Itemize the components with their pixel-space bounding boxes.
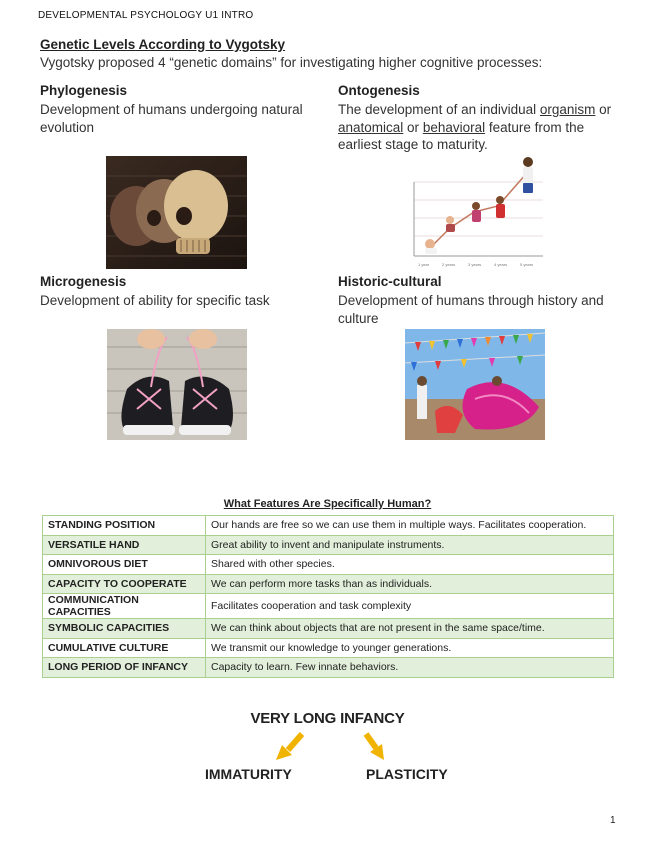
phylogenesis-line-2: evolution xyxy=(40,119,95,135)
page-number: 1 xyxy=(610,815,616,826)
table-row xyxy=(43,619,614,639)
ontogenesis-text: or xyxy=(595,102,612,117)
feature-description: Shared with other species. xyxy=(206,555,614,575)
arrow-right-icon xyxy=(366,734,384,760)
axis-label-1: 1 year xyxy=(418,262,430,267)
feature-description: We transmit our knowledge to younger generations. xyxy=(206,638,614,658)
intro-text: Vygotsky proposed 4 “genetic domains” for investigating higher cognitive processes: xyxy=(40,55,543,70)
table-row xyxy=(43,658,614,678)
feature-name: STANDING POSITION xyxy=(43,516,206,536)
arrow-left-icon xyxy=(276,734,302,760)
ontogenesis-title: Ontogenesis xyxy=(338,83,420,98)
feature-description: We can perform more tasks than as individuals. xyxy=(206,574,614,594)
child-growth-image xyxy=(408,152,546,272)
microgenesis-description xyxy=(40,292,330,310)
feature-name: LONG PERIOD OF INFANCY xyxy=(43,658,206,678)
table-row xyxy=(43,535,614,555)
feature-description: Facilitates cooperation and task complexity xyxy=(206,594,614,619)
table-title: What Features Are Specifically Human? xyxy=(223,498,432,510)
organism-term: organism xyxy=(539,102,596,117)
microgenesis-title: Microgenesis xyxy=(40,274,127,289)
festival-dancers-image xyxy=(405,329,545,440)
ontogenesis-line-2 xyxy=(338,119,628,137)
phylogenesis-title: Phylogenesis xyxy=(40,83,128,98)
skulls-image xyxy=(106,156,247,269)
microgenesis-line-1: Development of ability for specific task xyxy=(40,293,270,308)
plasticity-label: PLASTICITY xyxy=(366,766,448,782)
feature-description: Capacity to learn. Few innate behaviors. xyxy=(206,658,614,678)
human-features-table xyxy=(42,515,614,678)
ontogenesis-text: The development of an individual xyxy=(338,102,540,117)
ontogenesis-text: feature from the xyxy=(485,119,585,135)
ontogenesis-line-1 xyxy=(338,101,628,119)
table-row xyxy=(43,516,614,536)
table-row xyxy=(43,638,614,658)
shoelace-image xyxy=(107,329,247,440)
axis-label-2: 2 years xyxy=(442,262,456,267)
document-header: DEVELOPMENTAL PSYCHOLOGY U1 INTRO xyxy=(38,10,254,21)
phylogenesis-description xyxy=(40,101,330,136)
historic-cultural-line-2: culture xyxy=(338,310,379,326)
feature-name: COMMUNICATION CAPACITIES xyxy=(43,594,206,619)
axis-label-3: 3 years xyxy=(468,262,482,267)
very-long-infancy-label: VERY LONG INFANCY xyxy=(250,710,405,727)
diagram-arrows xyxy=(270,730,390,766)
feature-name: SYMBOLIC CAPACITIES xyxy=(43,619,206,639)
historic-cultural-description xyxy=(338,292,628,327)
historic-cultural-line-1: Development of humans through history and xyxy=(338,293,604,308)
feature-name: CAPACITY TO COOPERATE xyxy=(43,574,206,594)
historic-cultural-title: Historic-cultural xyxy=(338,274,442,289)
immaturity-label: IMMATURITY xyxy=(205,766,292,782)
ontogenesis-line-3: earliest stage to maturity. xyxy=(338,137,488,152)
feature-name: OMNIVOROUS DIET xyxy=(43,555,206,575)
feature-description: Our hands are free so we can use them in multiple ways. Facilitates cooperation. xyxy=(206,516,614,536)
feature-name: VERSATILE HAND xyxy=(43,535,206,555)
section-title: Genetic Levels According to Vygotsky xyxy=(40,37,286,52)
axis-label-5: 5 years xyxy=(520,262,534,267)
ontogenesis-description xyxy=(338,101,628,154)
behavioral-term: behavioral xyxy=(422,119,486,135)
feature-description: Great ability to invent and manipulate instruments. xyxy=(206,535,614,555)
feature-description: We can think about objects that are not present in the same space/time. xyxy=(206,619,614,639)
anatomical-term: anatomical xyxy=(338,119,404,135)
axis-label-4: 4 years xyxy=(494,262,508,267)
phylogenesis-line-1: Development of humans undergoing natural xyxy=(40,102,303,117)
table-row xyxy=(43,574,614,594)
feature-name: CUMULATIVE CULTURE xyxy=(43,638,206,658)
table-row xyxy=(43,555,614,575)
table-row xyxy=(43,594,614,619)
ontogenesis-text: or xyxy=(403,119,423,135)
